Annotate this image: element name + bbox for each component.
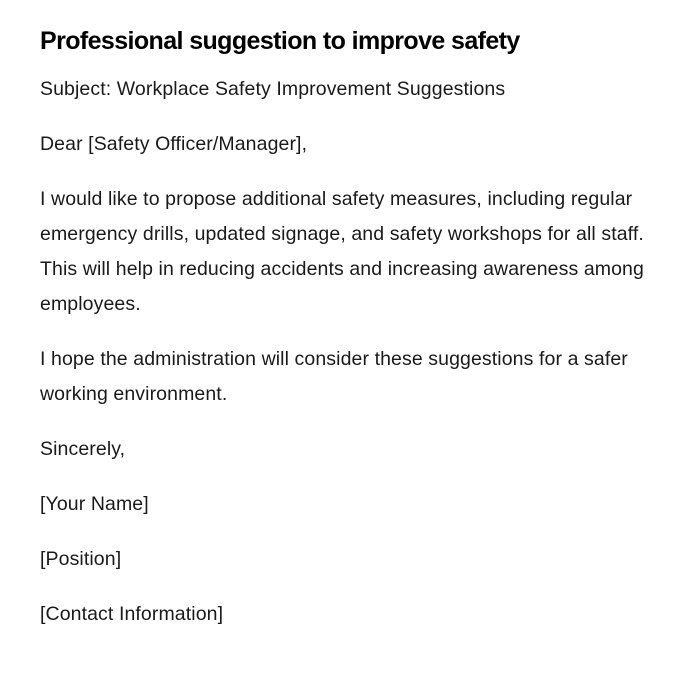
document-title: Professional suggestion to improve safety bbox=[40, 27, 520, 55]
subject-line: Subject: Workplace Safety Improvement Suggestions bbox=[40, 78, 506, 100]
body-paragraph-2: I hope the administration will consider these suggestions for a safer working environment. bbox=[40, 348, 628, 405]
signature-contact: [Contact Information] bbox=[40, 603, 224, 625]
letter-document bbox=[40, 24, 660, 652]
body-paragraph-1: I would like to propose additional safety measures, including regular emergency drills, updated signage, and safety workshops for all staff. This will help in reducing accidents and increasing awareness among employees. bbox=[40, 188, 644, 315]
signature-position: [Position] bbox=[40, 548, 122, 570]
salutation: Dear [Safety Officer/Manager], bbox=[40, 133, 308, 155]
signature-name: [Your Name] bbox=[40, 493, 149, 515]
closing: Sincerely, bbox=[40, 438, 126, 460]
